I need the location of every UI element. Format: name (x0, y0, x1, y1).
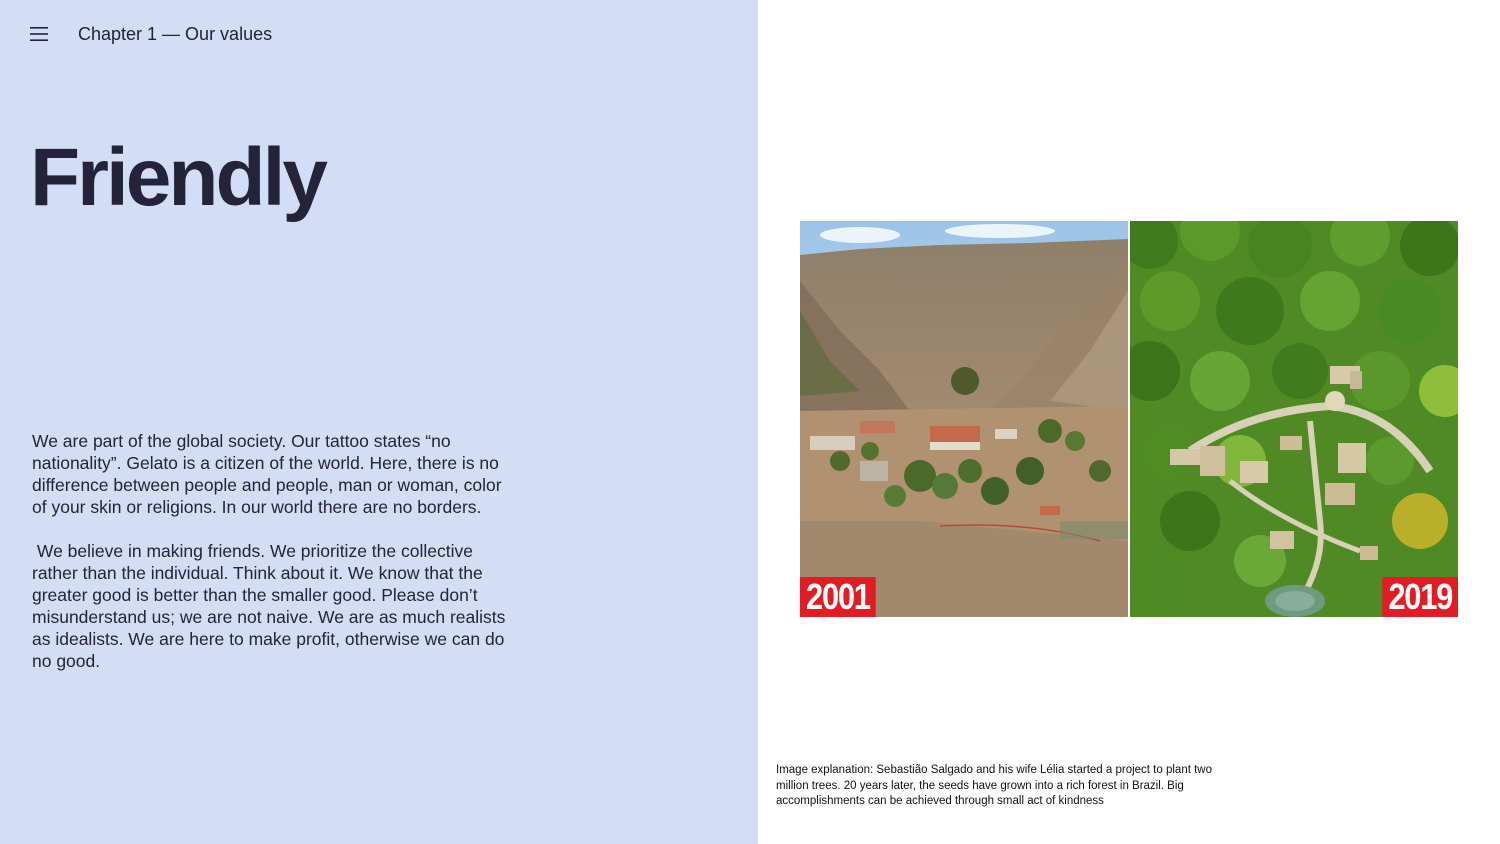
paragraph-2: We believe in making friends. We prioritize the collective rather than the individual. Think about it. We know that the greater good is better than the smaller good. Please don’t misunderstand us; we are not naive. We are as much realists as idealists. We are here to make profit, otherwise we can do no good. (32, 541, 511, 671)
image-caption: Image explanation: Sebastião Salgado and his wife Lélia started a project to plant two million trees. 20 years later, the seeds have grown into a rich forest in Brazil. Big accomplishments can be achieved through small act of kindness (776, 764, 1213, 808)
year-badge-after: 2019 (1382, 577, 1458, 617)
reforested-valley-image (1130, 221, 1458, 617)
barren-valley-image (800, 221, 1128, 617)
photo-after (1130, 221, 1458, 617)
breadcrumb: Chapter 1 — Our values (78, 24, 273, 44)
before-after-photos (800, 221, 1458, 617)
year-badge-before: 2001 (800, 577, 876, 617)
right-panel (758, 0, 1500, 844)
page-title: Friendly (30, 132, 325, 223)
paragraph-1: We are part of the global society. Our tattoo states “no nationality”. Gelato is a citizen of the world. Here, there is no difference between people and people, man or woman, color of your skin or religions. In our world there are no borders. (32, 431, 507, 517)
photo-before (800, 221, 1128, 617)
menu-button[interactable] (26, 21, 52, 47)
hamburger-menu-icon (30, 27, 48, 41)
body-text (32, 430, 511, 694)
